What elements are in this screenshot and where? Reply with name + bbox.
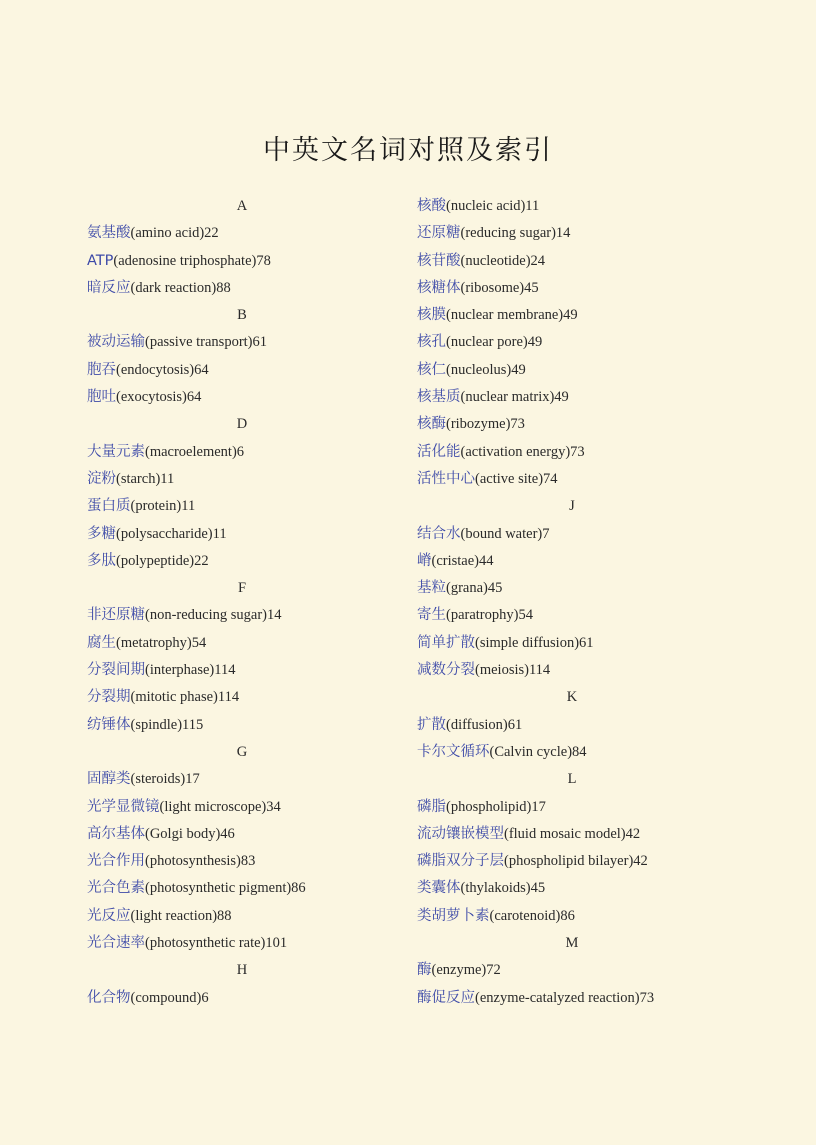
term-chinese: 氨基酸	[87, 225, 131, 242]
index-entry	[417, 466, 727, 493]
term-english-page: (photosynthesis)83	[145, 853, 256, 870]
index-entry	[87, 684, 397, 711]
index-entry	[417, 739, 727, 766]
term-chinese: 高尔基体	[87, 825, 145, 842]
term-chinese: 蛋白质	[87, 498, 131, 515]
index-entry	[417, 521, 727, 548]
term-english-page: (photosynthetic rate)101	[145, 935, 288, 952]
index-entry	[87, 466, 397, 493]
term-english-page: (nucleotide)24	[460, 252, 546, 269]
index-entry	[417, 275, 727, 302]
index-entry	[417, 575, 727, 602]
term-english-page: (interphase)114	[145, 662, 236, 679]
term-chinese: 暗反应	[87, 279, 131, 296]
term-english-page: (activation energy)73	[460, 443, 585, 460]
term-english-page: (passive transport)61	[145, 334, 268, 351]
index-entry	[417, 329, 727, 356]
index-entry	[87, 357, 397, 384]
index-entry	[87, 248, 397, 275]
index-entry	[87, 602, 397, 629]
index-entry	[87, 220, 397, 247]
index-letter-heading: G	[236, 743, 248, 760]
term-english-page: (endocytosis)64	[116, 361, 209, 378]
index-entry	[417, 794, 727, 821]
index-entry	[417, 248, 727, 275]
index-entry	[87, 712, 397, 739]
term-chinese: 分裂期	[87, 689, 131, 706]
index-letter-heading: F	[237, 580, 247, 597]
term-chinese: 核苷酸	[417, 252, 461, 269]
term-english-page: (meiosis)114	[475, 662, 551, 679]
term-english-page: (light reaction)88	[130, 907, 232, 924]
term-english-page: (polypeptide)22	[116, 552, 209, 569]
term-english-page: (enzyme)72	[431, 962, 501, 979]
index-entry	[87, 329, 397, 356]
term-english-page: (starch)11	[116, 470, 175, 487]
term-chinese: 光学显微镜	[87, 798, 160, 815]
term-chinese: 减数分裂	[417, 662, 475, 679]
term-chinese: 被动运输	[87, 334, 145, 351]
term-chinese: 寄生	[417, 607, 446, 624]
index-entry	[417, 957, 727, 984]
index-entry	[87, 875, 397, 902]
term-english-page: (thylakoids)45	[460, 880, 546, 897]
term-english-page: (protein)11	[130, 498, 196, 515]
term-english-page: (phospholipid)17	[446, 798, 546, 815]
term-english-page: (spindle)115	[130, 716, 204, 733]
term-chinese: 核膜	[417, 307, 446, 324]
term-english-page: (cristae)44	[431, 552, 494, 569]
term-english-page: (active site)74	[475, 470, 558, 487]
term-english-page: (simple diffusion)61	[475, 634, 594, 651]
term-chinese: 大量元素	[87, 443, 145, 460]
index-entry	[87, 985, 397, 1012]
term-english-page: (grana)45	[446, 580, 503, 597]
term-english-page: (paratrophy)54	[446, 607, 533, 624]
index-entry	[87, 766, 397, 793]
term-chinese: 磷脂双分子层	[417, 853, 504, 870]
term-chinese: 还原糖	[417, 225, 461, 242]
term-chinese: 纺锤体	[87, 716, 131, 733]
term-english-page: (macroelement)6	[145, 443, 245, 460]
term-chinese: 核酸	[417, 198, 446, 214]
term-chinese: 分裂间期	[87, 662, 145, 679]
index-entry	[417, 357, 727, 384]
term-chinese: 光合色素	[87, 880, 145, 897]
term-english-page: (nuclear pore)49	[446, 334, 543, 351]
index-entry	[417, 657, 727, 684]
page-title: 中英文名词对照及索引	[263, 135, 553, 166]
term-english-page: (dark reaction)88	[130, 279, 231, 296]
term-english-page: (light microscope)34	[159, 798, 281, 815]
index-entry	[417, 411, 727, 438]
term-english-page: (mitotic phase)114	[130, 689, 240, 706]
index-letter-heading: D	[236, 416, 248, 433]
index-entry	[417, 384, 727, 411]
index-entry	[417, 630, 727, 657]
index-entry	[87, 548, 397, 575]
term-chinese: 活化能	[417, 443, 461, 460]
term-english-page: (nucleic acid)11	[446, 198, 540, 214]
term-chinese: 多肽	[87, 552, 116, 569]
index-letter-heading: L	[567, 771, 577, 788]
term-chinese: 胞吐	[87, 389, 116, 406]
index-entry	[417, 439, 727, 466]
index-entry	[87, 521, 397, 548]
index-letter-heading: B	[237, 307, 247, 324]
term-english-page: (ribozyme)73	[446, 416, 525, 433]
term-chinese: 核基质	[417, 389, 461, 406]
term-chinese: 酶	[417, 962, 432, 979]
term-english-page: (non-reducing sugar)14	[145, 607, 282, 624]
term-english-page: (steroids)17	[130, 771, 200, 788]
term-chinese: 类囊体	[417, 880, 461, 897]
index-entry	[87, 903, 397, 930]
term-english-page: (ribosome)45	[460, 279, 539, 296]
term-chinese: 光合作用	[87, 853, 145, 870]
index-letter-heading: A	[236, 198, 248, 214]
term-chinese: 核仁	[417, 361, 446, 378]
term-chinese: 基粒	[417, 580, 446, 597]
index-letter-heading: H	[236, 962, 248, 979]
index-entry	[87, 439, 397, 466]
term-chinese: 化合物	[87, 989, 131, 1006]
index-entry	[417, 712, 727, 739]
index-entry	[417, 548, 727, 575]
index-entry	[417, 193, 727, 220]
term-chinese: 核糖体	[417, 279, 461, 296]
term-english-page: (nuclear matrix)49	[460, 389, 569, 406]
index-entry	[417, 875, 727, 902]
term-english-page: (amino acid)22	[130, 225, 219, 242]
term-english-page: (Golgi body)46	[145, 825, 235, 842]
term-english-page: (metatrophy)54	[116, 634, 207, 651]
index-entry	[87, 930, 397, 957]
term-english-page: (compound)6	[130, 989, 209, 1006]
index-entry	[417, 602, 727, 629]
term-english-page: (bound water)7	[460, 525, 550, 542]
index-entry	[87, 275, 397, 302]
term-english-page: (carotenoid)86	[489, 907, 575, 924]
index-entry	[87, 493, 397, 520]
index-column-left	[87, 193, 397, 1012]
term-chinese: 核酶	[417, 416, 446, 433]
term-english-page: (enzyme-catalyzed reaction)73	[475, 989, 655, 1006]
term-chinese: 酶促反应	[417, 989, 475, 1006]
index-letter-heading: K	[566, 689, 578, 706]
term-chinese: 结合水	[417, 525, 461, 542]
index-entry	[417, 821, 727, 848]
term-english-page: (polysaccharide)11	[116, 525, 227, 542]
index-entry	[87, 630, 397, 657]
term-english-page: (nucleolus)49	[446, 361, 526, 378]
term-chinese: 类胡萝卜素	[417, 907, 490, 924]
index-entry	[417, 985, 727, 1012]
index-entry	[87, 657, 397, 684]
term-chinese: 简单扩散	[417, 634, 475, 651]
term-english-page: (reducing sugar)14	[460, 225, 571, 242]
term-english-page: (exocytosis)64	[116, 389, 202, 406]
term-chinese: 核孔	[417, 334, 446, 351]
term-chinese: 嵴	[417, 552, 432, 569]
term-chinese: 光合速率	[87, 935, 145, 952]
term-chinese: 卡尔文循环	[417, 743, 490, 760]
index-entry	[417, 220, 727, 247]
term-english-page: (diffusion)61	[446, 716, 523, 733]
index-entry	[87, 848, 397, 875]
term-chinese: 非还原糖	[87, 607, 145, 624]
term-english-page: (adenosine triphosphate)78	[113, 252, 271, 269]
term-chinese: 固醇类	[87, 771, 131, 788]
term-chinese: 光反应	[87, 907, 131, 924]
term-english-page: (Calvin cycle)84	[489, 743, 587, 760]
index-entry	[417, 903, 727, 930]
term-chinese: 活性中心	[417, 470, 475, 487]
index-letter-heading: J	[569, 498, 575, 515]
term-chinese: 腐生	[87, 634, 116, 651]
term-chinese: 淀粉	[87, 470, 116, 487]
term-chinese: 流动镶嵌模型	[417, 825, 504, 842]
index-entry	[417, 302, 727, 329]
index-entry	[87, 821, 397, 848]
index-entry	[417, 848, 727, 875]
term-chinese: 胞吞	[87, 361, 116, 378]
term-chinese: 多糖	[87, 525, 116, 542]
index-column-right	[417, 193, 727, 1012]
term-english-page: (nuclear membrane)49	[446, 307, 578, 324]
term-chinese: 扩散	[417, 716, 446, 733]
term-chinese: ATP	[87, 252, 114, 269]
index-letter-heading: M	[565, 935, 579, 952]
term-english-page: (phospholipid bilayer)42	[504, 853, 648, 870]
term-chinese: 磷脂	[417, 798, 446, 815]
term-english-page: (photosynthetic pigment)86	[145, 880, 306, 897]
index-entry	[87, 794, 397, 821]
term-english-page: (fluid mosaic model)42	[504, 825, 641, 842]
index-entry	[87, 384, 397, 411]
